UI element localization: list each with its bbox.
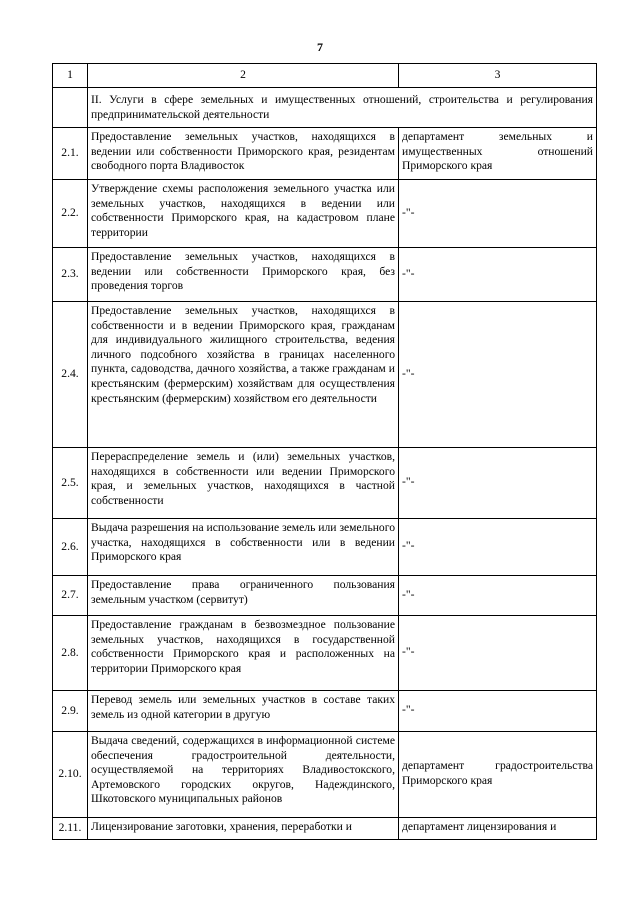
department: департамент градостроительства Приморского края [399, 732, 597, 818]
row-number: 2.11. [53, 818, 88, 840]
header-col-1: 1 [53, 64, 88, 88]
row-number: 2.5. [53, 448, 88, 519]
service-name: Лицензирование заготовки, хранения, переработки и [88, 818, 399, 840]
service-name: Предоставление земельных участков, находящихся в ведении или собственности Приморского края, без проведения торгов [88, 248, 399, 302]
row-number: 2.7. [53, 576, 88, 616]
department: департамент земельных и имущественных отношений Приморского края [399, 128, 597, 180]
service-name: Выдача сведений, содержащихся в информационной системе обеспечения градостроительной деятельности, осуществляемой на территориях Владивостокского, Артемовского городских округов, Надеждинского, Шкотовского муниципальных районов [88, 732, 399, 818]
section-title: II. Услуги в сфере земельных и имущественных отношений, строительства и регулирования предпринимательской деятельности [88, 88, 597, 128]
services-table [52, 63, 597, 840]
section-num-cell [53, 88, 88, 128]
row-number: 2.10. [53, 732, 88, 818]
row-number: 2.2. [53, 180, 88, 248]
service-name: Перераспределение земель и (или) земельных участков, находящихся в собственности или ведении Приморского края, и земельных участков, находящихся в частной собственности [88, 448, 399, 519]
service-name: Предоставление права ограниченного пользования земельным участком (сервитут) [88, 576, 399, 616]
table-row [53, 248, 597, 302]
table-row [53, 732, 597, 818]
table-row [53, 616, 597, 691]
row-number: 2.8. [53, 616, 88, 691]
row-number: 2.4. [53, 302, 88, 448]
department: департамент лицензирования и [399, 818, 597, 840]
service-name: Перевод земель или земельных участков в составе таких земель из одной категории в другую [88, 691, 399, 732]
page-number: 7 [317, 40, 323, 54]
department: -"- [399, 616, 597, 691]
department: -"- [399, 302, 597, 448]
row-number: 2.9. [53, 691, 88, 732]
row-number: 2.3. [53, 248, 88, 302]
department: -"- [399, 248, 597, 302]
table-row [53, 691, 597, 732]
section-row [53, 88, 597, 128]
header-col-2: 2 [88, 64, 399, 88]
department: -"- [399, 691, 597, 732]
department: -"- [399, 448, 597, 519]
table-row [53, 302, 597, 448]
table-row [53, 818, 597, 840]
table-row [53, 180, 597, 248]
table-row [53, 448, 597, 519]
department: -"- [399, 180, 597, 248]
row-number: 2.6. [53, 519, 88, 576]
service-name: Выдача разрешения на использование земель или земельного участка, находящихся в собственности или в ведении Приморского края [88, 519, 399, 576]
table-row [53, 519, 597, 576]
row-number: 2.1. [53, 128, 88, 180]
table-row [53, 576, 597, 616]
table-header-row [53, 64, 597, 88]
department: -"- [399, 576, 597, 616]
header-col-3: 3 [399, 64, 597, 88]
service-name: Предоставление земельных участков, находящихся в собственности и в ведении Приморского края, гражданам для индивидуального жилищного строительства, ведения личного подсобного хозяйства в границах населенного пункта, садоводства, дачного хозяйства, а также гражданам и крестьянским (фермерским) хозяйствам для осуществления крестьянским (фермерским) хозяйством его деятельности [88, 302, 399, 448]
department: -"- [399, 519, 597, 576]
service-name: Предоставление земельных участков, находящихся в ведении или собственности Приморского края, резидентам свободного порта Владивосток [88, 128, 399, 180]
service-name: Предоставление гражданам в безвозмездное пользование земельных участков, находящихся в государственной собственности Приморского края и расположенных на территории Приморского края [88, 616, 399, 691]
service-name: Утверждение схемы расположения земельного участка или земельных участков, находящихся в ведении или собственности Приморского края, на кадастровом плане территории [88, 180, 399, 248]
table-row [53, 128, 597, 180]
